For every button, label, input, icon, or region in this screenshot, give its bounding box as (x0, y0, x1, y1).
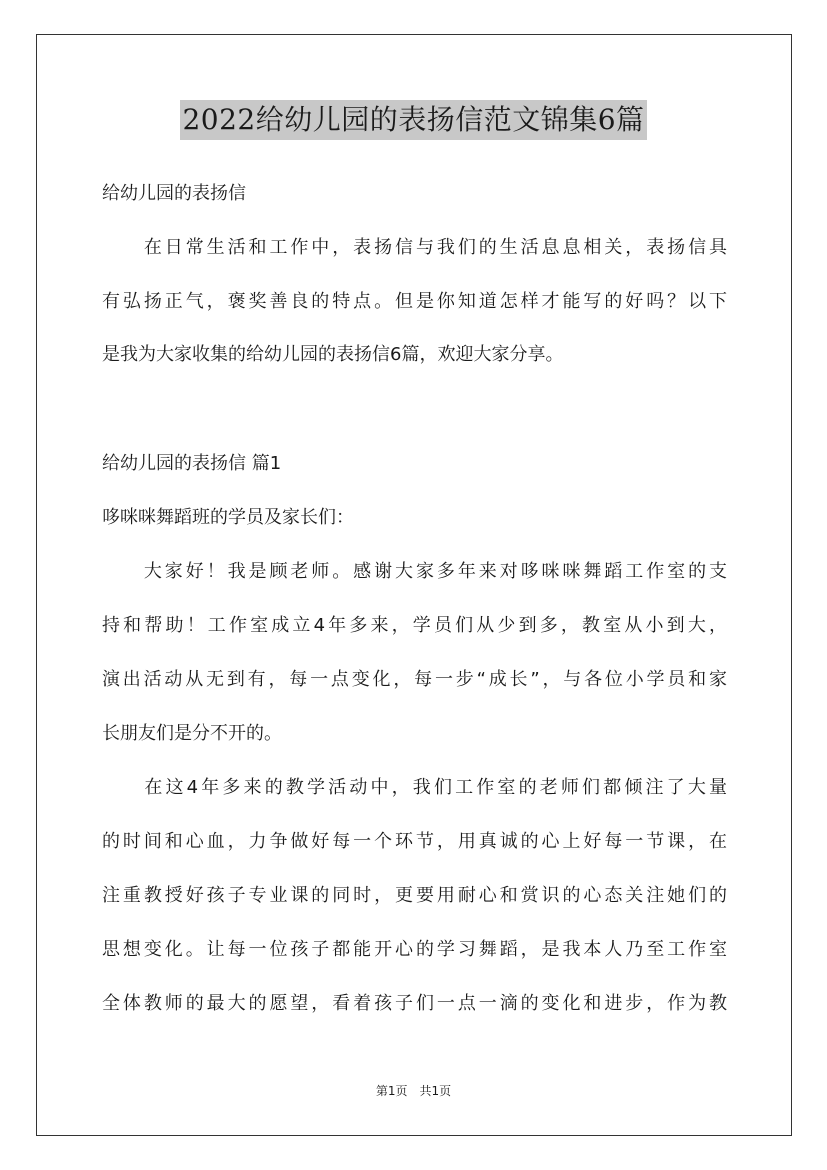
section-heading: 给幼儿园的表扬信 篇1 (102, 453, 282, 474)
paragraph-line: 注重教授好孩子专业课的同时，更要用耐心和赏识的心态关注她们的 (102, 885, 727, 906)
paragraph-line: 持和帮助！工作室成立4年多来，学员们从少到多，教室从小到大， (102, 615, 727, 636)
salutation: 哆咪咪舞蹈班的学员及家长们： (102, 507, 354, 528)
paragraph-line: 全体教师的最大的愿望，看着孩子们一点一滴的变化和进步，作为教 (102, 993, 727, 1014)
paragraph-line: 长朋友们是分不开的。 (102, 723, 282, 744)
paragraph-line: 在这4年多来的教学活动中，我们工作室的老师们都倾注了大量 (102, 777, 727, 798)
paragraph-line: 的时间和心血，力争做好每一个环节，用真诚的心上好每一节课，在 (102, 831, 727, 852)
title-container (0, 100, 827, 140)
page-footer: 第1页 共1页 (375, 1084, 452, 1098)
document-title: 2022给幼儿园的表扬信范文锦集6篇 (180, 100, 646, 140)
paragraph-line: 演出活动从无到有，每一点变化，每一步“成长”，与各位小学员和家 (102, 669, 727, 690)
intro-line: 是我为大家收集的给幼儿园的表扬信6篇，欢迎大家分享。 (102, 344, 564, 365)
paragraph-line: 大家好！我是顾老师。感谢大家多年来对哆咪咪舞蹈工作室的支 (102, 561, 727, 582)
document-subtitle: 给幼儿园的表扬信 (102, 183, 246, 204)
intro-line: 在日常生活和工作中，表扬信与我们的生活息息相关，表扬信具 (102, 237, 727, 258)
intro-line: 有弘扬正气，褒奖善良的特点。但是你知道怎样才能写的好吗？以下 (102, 291, 727, 312)
paragraph-line: 思想变化。让每一位孩子都能开心的学习舞蹈，是我本人乃至工作室 (102, 939, 727, 960)
